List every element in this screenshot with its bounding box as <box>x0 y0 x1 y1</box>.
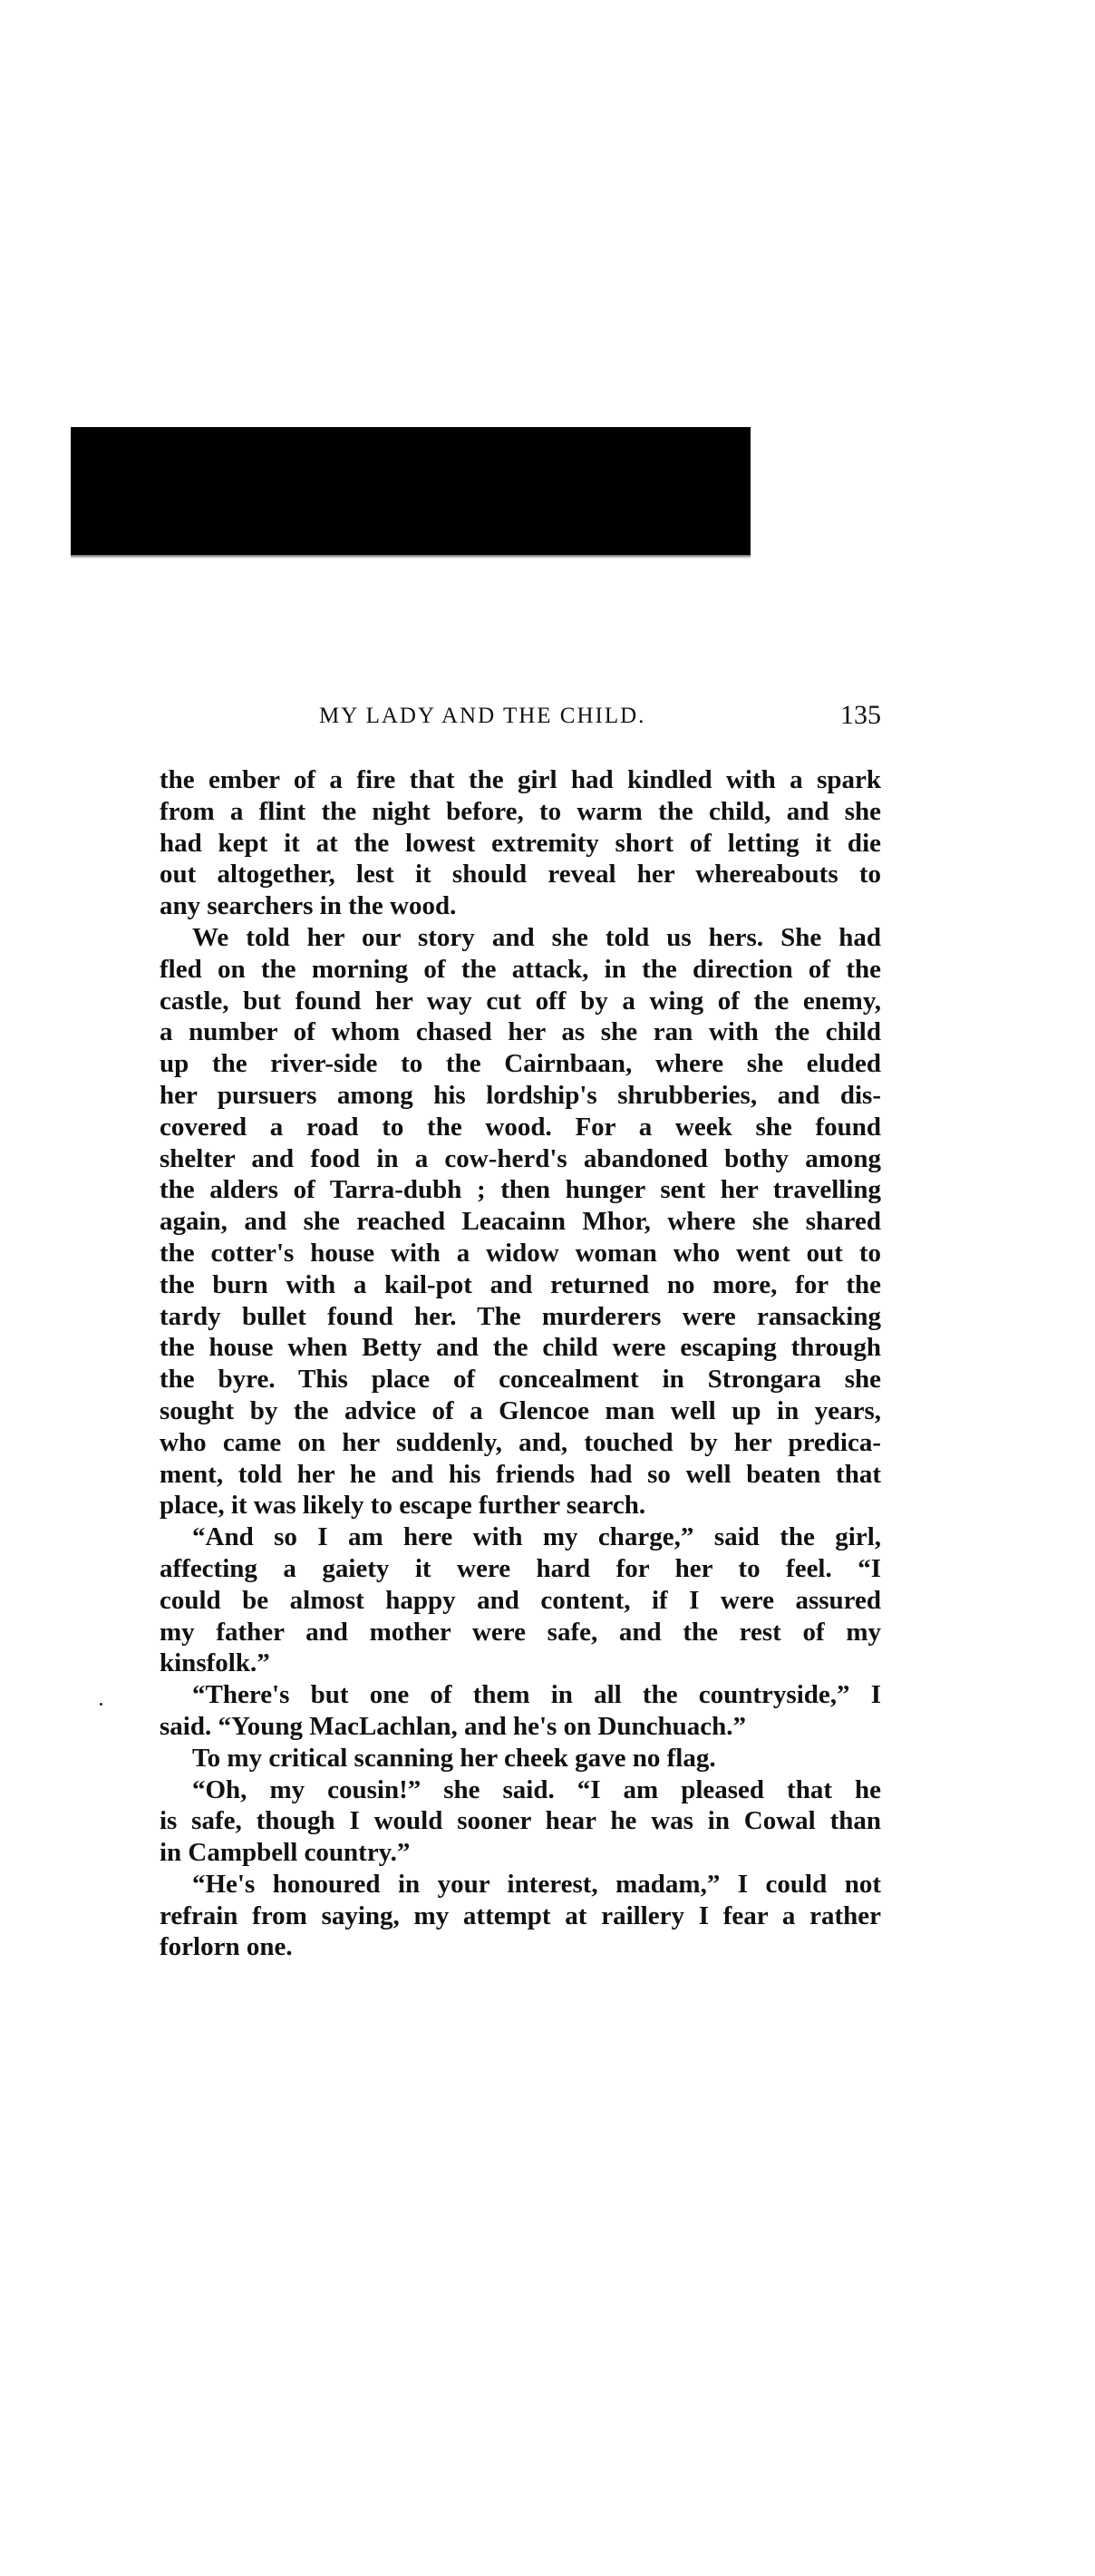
text-line: the byre. This place of concealment in Strongara she <box>160 1365 881 1395</box>
text-line: a number of whom chased her as she ran with the child <box>160 1017 881 1047</box>
text-line: said. “Young MacLachlan, and he's on Dunchuach.” <box>160 1711 747 1741</box>
text-line: ment, told her he and his friends had so well beaten that <box>160 1459 881 1489</box>
text-line: out altogether, lest it should reveal her whereabouts to <box>160 860 881 889</box>
text-line: sought by the advice of a Glencoe man well up in years, <box>160 1395 881 1425</box>
page-number: 135 <box>840 700 881 730</box>
text-line: the house when Betty and the child were escaping through <box>160 1333 881 1363</box>
running-head <box>160 700 881 740</box>
text-line: castle, but found her way cut off by a wing of the enemy, <box>160 986 881 1016</box>
text-line: tardy bullet found her. The murderers were ransacking <box>160 1301 881 1331</box>
text-line: the cotter's house with a widow woman who went out to <box>160 1238 881 1268</box>
running-title: MY LADY AND THE CHILD. <box>319 704 646 728</box>
text-line: her pursuers among his lordship's shrubberies, and dis- <box>160 1080 881 1110</box>
text-line: is safe, though I would sooner hear he was in Cowal than <box>160 1806 881 1836</box>
text-line: We told her our story and she told us hers. She had <box>192 922 881 952</box>
text-line: forlorn one. <box>160 1932 293 1962</box>
text-line: place, it was likely to escape further search. <box>160 1491 646 1521</box>
text-line: shelter and food in a cow-herd's abandoned bothy among <box>160 1143 881 1173</box>
text-line: the ember of a fire that the girl had kindled with a spark <box>160 765 881 794</box>
text-line: To my critical scanning her cheek gave no flag. <box>192 1743 716 1773</box>
margin-dot <box>100 1703 102 1706</box>
text-line: in Campbell country.” <box>160 1838 411 1868</box>
text-line: from a flint the night before, to warm the child, and she <box>160 796 881 826</box>
redaction-block <box>71 427 751 555</box>
text-line: affecting a gaiety it were hard for her to feel. “I <box>160 1553 881 1583</box>
text-line: any searchers in the wood. <box>160 891 457 921</box>
text-line: “And so I am here with my charge,” said the girl, <box>192 1522 881 1552</box>
body-text <box>160 764 881 1963</box>
redaction-edge <box>71 551 751 559</box>
text-line: covered a road to the wood. For a week she found <box>160 1112 881 1142</box>
text-line: “Oh, my cousin!” she said. “I am pleased that he <box>192 1774 881 1804</box>
text-line: up the river-side to the Cairnbaan, where she eluded <box>160 1049 881 1079</box>
text-line: the alders of Tarra-dubh ; then hunger sent her travelling <box>160 1175 881 1205</box>
text-line: my father and mother were safe, and the rest of my <box>160 1617 881 1647</box>
text-line: who came on her suddenly, and, touched by her predica- <box>160 1427 881 1457</box>
text-line: refrain from saying, my attempt at raillery I fear a rather <box>160 1900 881 1930</box>
text-line: the burn with a kail-pot and returned no more, for the <box>160 1269 881 1299</box>
text-line: again, and she reached Leacainn Mhor, where she shared <box>160 1207 881 1237</box>
text-line: had kept it at the lowest extremity short of letting it die <box>160 828 881 858</box>
text-line: could be almost happy and content, if I were assured <box>160 1585 881 1615</box>
text-line: kinsfolk.” <box>160 1648 270 1678</box>
text-line: “He's honoured in your interest, madam,” I could not <box>192 1869 881 1899</box>
text-line: “There's but one of them in all the countryside,” I <box>192 1680 881 1710</box>
text-line: fled on the morning of the attack, in the direction of the <box>160 954 881 984</box>
